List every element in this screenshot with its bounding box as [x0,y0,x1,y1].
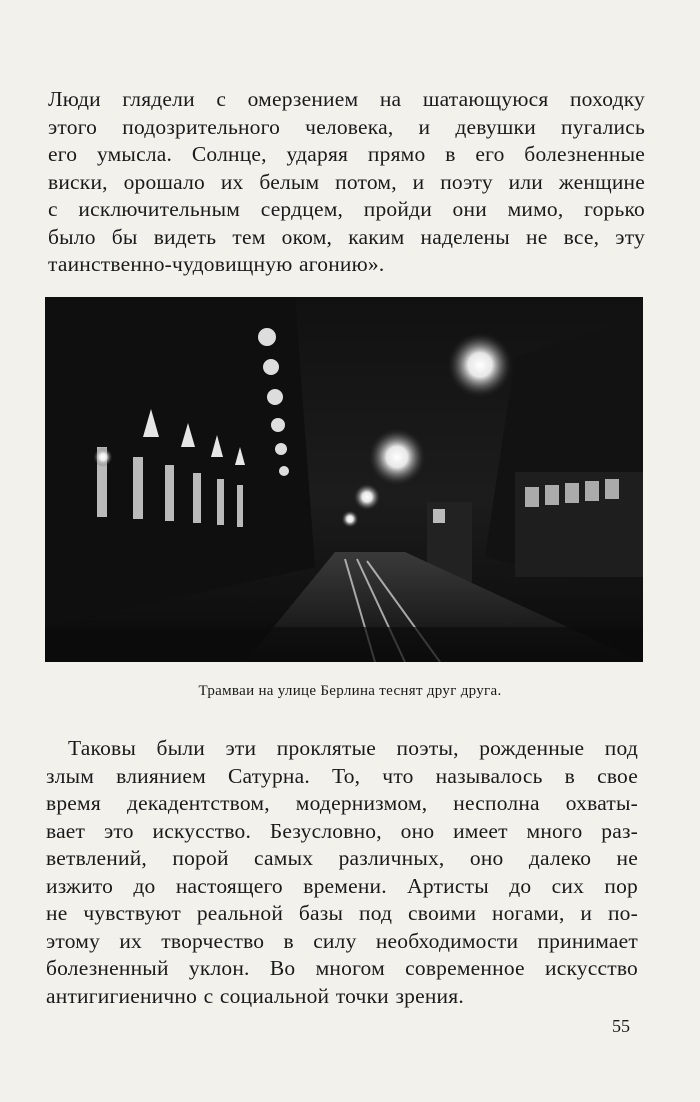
text-line: было бы видеть тем оком, каким наделены не все, эту [48,224,645,249]
night-street-photo [45,297,643,662]
text-line: злым влиянием Сатурна. То, что называлось в свое [46,763,638,788]
text-line: болезненный уклон. Во многом современное искусство [46,956,638,980]
text-line: не чувствуют реальной базы под своими ногами, и по- [46,901,638,925]
photo-caption: Трамваи на улице Берлина теснят друг друга. [198,683,502,699]
text-line: Таковы были эти проклятые поэты, рожденные под [68,736,638,760]
text-line: этому их творчество в силу необходимости принимает [46,928,638,953]
text-line: ветвлений, порой самых различных, оно далеко не [46,846,638,870]
text-line: время декадентством, модернизмом, несполна охваты- [46,791,638,815]
text-line: этого подозрительного человека, и девушки пугались [48,114,645,139]
text-line: его умысла. Солнце, ударяя прямо в его болезненные [48,142,645,166]
text-line: Люди глядели с омерзением на шатающуюся походку [48,87,645,111]
text-line: виски, орошало их белым потом, и поэту или женщине [48,169,645,194]
text-line: вает это искусство. Безусловно, оно имеет много раз- [46,818,638,843]
text-line: с исключительным сердцем, пройди они мимо, горько [48,197,645,221]
paragraph-bottom [46,735,638,1010]
text-line: изжито до настоящего времени. Артисты до сих пор [46,873,638,898]
photo-illustration [45,297,643,662]
page-number: 55 [612,1016,630,1036]
text-line: таинственно-чудовищную агонию». [48,252,385,276]
paragraph-top [48,86,645,279]
text-line: антигигиенично с социальной точки зрения. [46,983,464,1008]
